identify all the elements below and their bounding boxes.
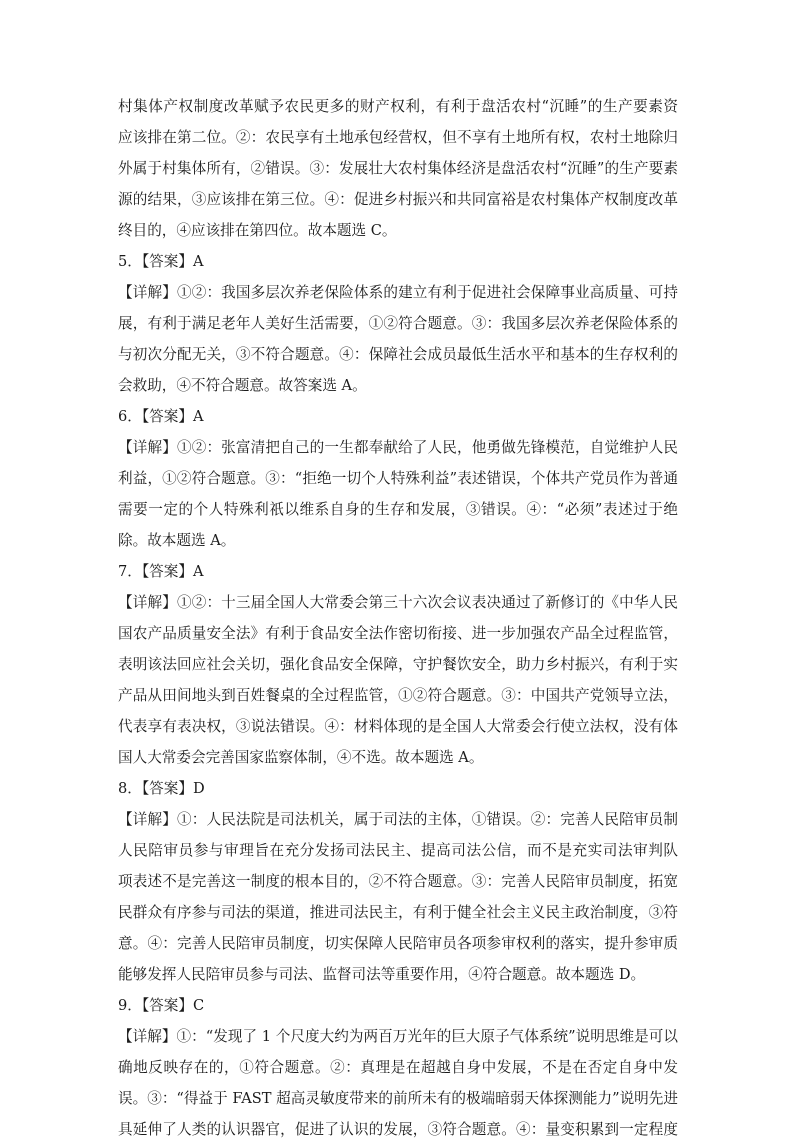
text-line: 与初次分配无关，③不符合题意。④：保障社会成员最低生活水平和基本的生存权利的 xyxy=(118,346,678,363)
text-line: 人民陪审员参与审理旨在充分发扬司法民主、提高司法公信，而不是充实司法审判队 xyxy=(118,842,678,859)
text-line: 产品从田间地头到百姓餐桌的全过程监管，①②符合题意。③：中国共产党领导立法， xyxy=(118,687,678,704)
text-line: 外属于村集体所有，②错误。③：发展壮大农村集体经济是盘活农村“沉睡”的生产要素 xyxy=(118,160,678,177)
text-line: 民群众有序参与司法的渠道，推进司法民主，有利于健全社会主义民主政治制度，③符 xyxy=(118,904,678,921)
text-line: 国农产品质量安全法》有利于食品安全法作密切衔接、进一步加强农产品全过程监管， xyxy=(118,625,678,642)
text-line: 【详解】①：“发现了 1 个尺度大约为两百万光年的巨大原子气体系统”说明思维是可以 xyxy=(118,1028,678,1045)
text-line: 源的结果，③应该排在第三位。④：促进乡村振兴和共同富裕是农村集体产权制度改革 xyxy=(118,191,678,208)
text-line: 展，有利于满足老年人美好生活需要，①②符合题意。③：我国多层次养老保险体系的 xyxy=(118,315,678,332)
text-line: 【详解】①②：十三届全国人大常委会第三十六次会议表决通过了新修订的《中华人民 xyxy=(118,594,678,611)
text-line: 除。故本题选 A。 xyxy=(118,532,236,549)
answer-heading: 9．【答案】C xyxy=(118,997,205,1014)
text-line: 确地反映存在的，①符合题意。②：真理是在超越自身中发展，不是在否定自身中发 xyxy=(118,1059,678,1076)
answer-heading: 7．【答案】A xyxy=(118,563,204,580)
text-line: 代表享有表决权，③说法错误。④：材料体现的是全国人大常委会行使立法权，没有体 xyxy=(118,718,678,735)
answer-heading: 5．【答案】A xyxy=(118,253,204,270)
answer-heading: 8．【答案】D xyxy=(118,780,205,797)
text-line: 表明该法回应社会关切，强化食品安全保障，守护餐饮安全，助力乡村振兴，有利于实 xyxy=(118,656,678,673)
text-line: 具延伸了人类的认识器官，促进了认识的发展，③符合题意。④：量变积累到一定程度 xyxy=(118,1121,678,1138)
text-line: 能够发挥人民陪审员参与司法、监督司法等重要作用，④符合题意。故本题选 D。 xyxy=(118,966,646,983)
text-line: 【详解】①：人民法院是司法机关，属于司法的主体，①错误。②：完善人民陪审员制 xyxy=(118,811,678,828)
text-line: 应该排在第二位。②：农民享有土地承包经营权，但不享有土地所有权，农村土地除归 xyxy=(118,129,678,146)
text-line: 国人大常委会完善国家监察体制，④不选。故本题选 A。 xyxy=(118,749,484,766)
text-line: 【详解】①②：我国多层次养老保险体系的建立有利于促进社会保障事业高质量、可持 xyxy=(118,284,678,301)
answer-heading: 6．【答案】A xyxy=(118,408,204,425)
answer-explanation-text xyxy=(118,91,678,1145)
text-line: 项表述不是完善这一制度的根本目的，②不符合题意。③：完善人民陪审员制度，拓宽 xyxy=(118,873,678,890)
text-line: 误。③：“得益于 FAST 超高灵敏度带来的前所未有的极端暗弱天体探测能力”说明先进 xyxy=(118,1090,678,1107)
text-line: 利益，①②符合题意。③：“拒绝一切个人特殊利益”表述错误，个体共产党员作为普通 xyxy=(118,470,678,487)
text-line: 【详解】①②：张富清把自己的一生都奉献给了人民，他勇做先锋模范，自觉维护人民 xyxy=(118,439,678,456)
text-line: 意。④：完善人民陪审员制度，切实保障人民陪审员各项参审权利的落实，提升参审质 xyxy=(118,935,678,952)
text-line: 会救助，④不符合题意。故答案选 A。 xyxy=(118,377,367,394)
text-line: 终目的，④应该排在第四位。故本题选 C。 xyxy=(118,222,397,239)
text-line: 村集体产权制度改革赋予农民更多的财产权利，有利于盘活农村“沉睡”的生产要素资 xyxy=(118,98,678,115)
text-line: 需要一定的个人特殊利祇以维系自身的生存和发展，③错误。④：“必须”表述过于绝 xyxy=(118,501,678,518)
